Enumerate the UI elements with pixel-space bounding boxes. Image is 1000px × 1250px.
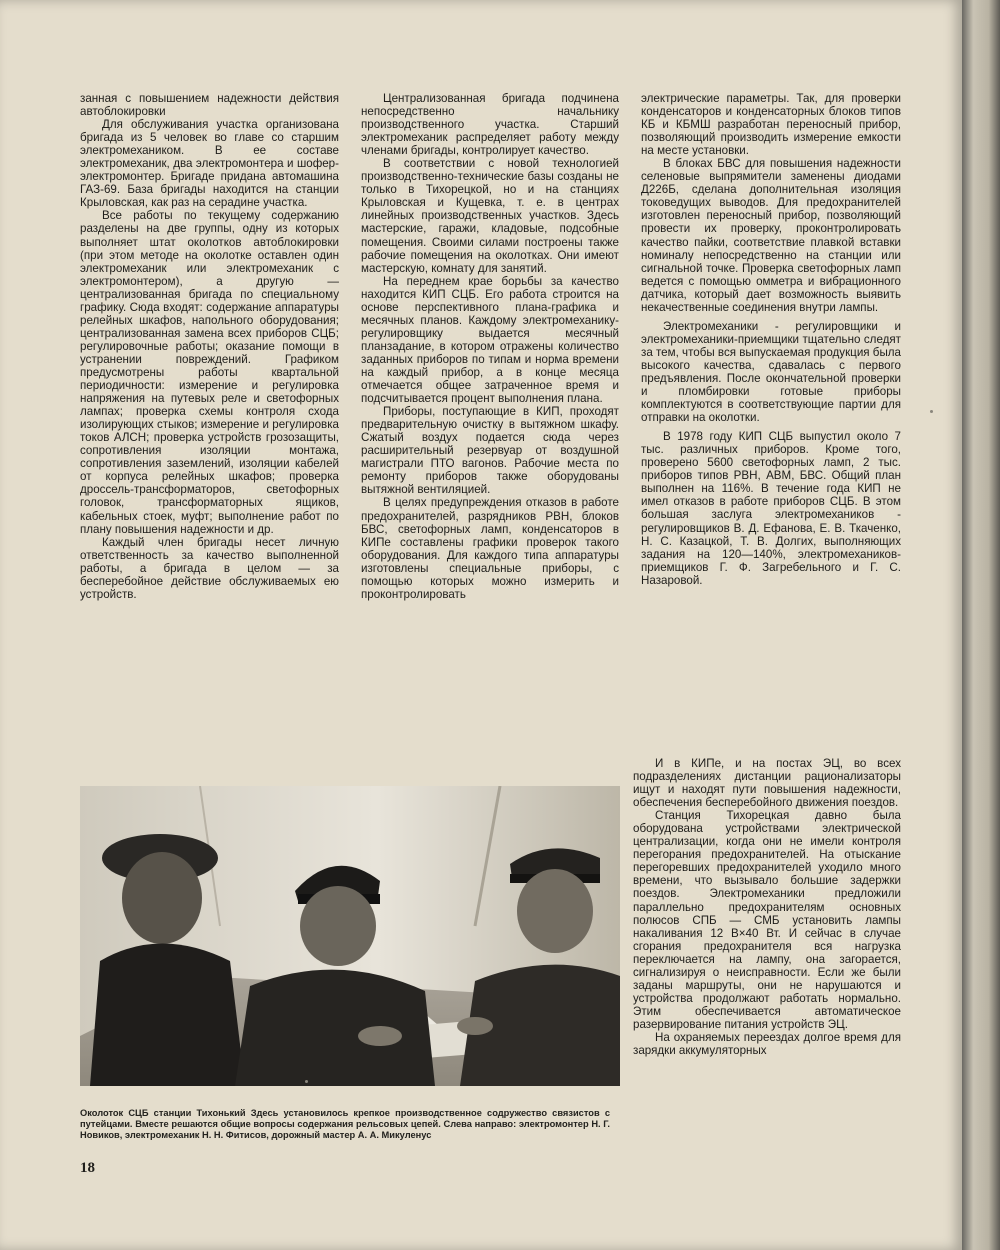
paragraph: Электромеханики - регулировщики и электромеханики-приемщики тщательно следят за тем, чтобы вся выпускаемая продукция была высокого качества, сдавалась с первого предъявления. После окончательной проверки и пломбировки готовые приборы комплектуются в соответствующие партии для отправки на околотки. (641, 319, 901, 425)
page-number: 18 (80, 1160, 95, 1176)
paragraph: В 1978 году КИП СЦБ выпустил около 7 тыс. различных приборов. Кроме того, проверено 5600 светофорных ламп, 2 тыс. приборов типов РВН, АВМ, БВС. Общий план выполнен на 116%. В течение года КИП не имел отказов в работе приборов СЦБ. В этом большая заслуга электромехаников - регулировщиков В. Д. Ефанова, Е. В. Ткаченко, Н. С. Казацкой, Т. В. Долгих, выполняющих задания на 120—140%, электромехаников-приемщиков Г. Ф. Загребельного и Г. С. Назаровой. (641, 430, 901, 587)
text-column-right-bottom (633, 757, 901, 1057)
book-spine-edge (962, 0, 1000, 1250)
photograph (80, 786, 620, 1086)
paragraph: В блоках БВС для повышения надежности селеновые выпрямители заменены диодами Д226Б, сделана дополнительная изоляция токоведущих выводов. Для предохранителей изготовлен переносный прибор, позволяющий провести их проверку, проконтролировать качество пайки, соответствие плавкой вставки номиналу непосредственно на станции или сигнальной точке. Проверка светофорных ламп ведется с помощью омметра и вибрационного датчика, который дает возможность выявить некачественные соединения внутри лампы. (641, 157, 901, 314)
paragraph: Станция Тихорецкая давно была оборудована устройствами электрической централизации, когда они не имели контроля перегорания предохранителей. На отыскание перегоревших предохранителей уходило много времени, что вызывало большие задержки поездов. Электромеханики предложили параллельно предохранителям основных полюсов СПБ — СМБ установить лампы накаливания 12 В×40 Вт. И сейчас в случае сгорания предохранителя вся нагрузка переключается на лампу, она загорается, сигнализируя о неисправности. Если же были заданы маршруты, они не нарушаются и устройства продолжают работать нормально. Этим обеспечивается автоматическое разервирование питания устройств ЭЦ. (633, 809, 901, 1031)
paragraph: И в КИПе, и на постах ЭЦ, во всех подразделениях дистанции рационализаторы ищут и находят пути повышения надежности, обеспечения бесперебойного движения поездов. (633, 757, 901, 810)
paragraph: На охраняемых переездах долгое время для зарядки аккумуляторных (633, 1030, 901, 1058)
photo-three-men-at-table (80, 786, 620, 1086)
paragraph: Приборы, поступающие в КИП, проходят предварительную очистку в вытяжном шкафу. Сжатый воздух подается сюда через расширительный резервуар от воздушной магистрали ПТО вагонов. Рабочие места по ремонту приборов также оборудованы вытяжной вентиляцией. (361, 405, 619, 497)
paragraph: Все работы по текущему содержанию разделены на две группы, одну из которых выполняет штат околотков автоблокировки (при этом методе на околотке оставлен один электромеханик или электромеханик с электромонтером), а другую — централизованная бригада по специальному графику. Сюда входят: содержание аппаратуры релейных шкафов, напольного оборудования; централизованная замена всех приборов СЦБ; регулировочные работы; оказание помощи в устранении повреждений. Графиком предусмотрены работы квартальной периодичности: измерение и регулировка напряжения на путевых реле и светофорных лампах; проверка схемы контроля схода изолирующих стыков; измерение и регулировка токов АЛСН; проверка устройств грозозащиты, сопротивления изоляции монтажа, сопротивления заземлений, изоляции кабелей от корпуса релейных шкафов; проверка дроссель-трансформаторов, светофорных головок, трансформаторных ящиков, кабельных стоек, муфт; выполнение работ по плану повышения надежности и др. (80, 209, 339, 536)
text-column-left (80, 92, 339, 601)
paragraph: занная с повышением надежности действия автоблокировки (80, 92, 339, 119)
paragraph: В целях предупреждения отказов в работе предохранителей, разрядников РВН, блоков БВС, светофорных ламп, конденсаторов в КИПе составлены графики проверок такого оборудования. Для каждого типа аппаратуры изготовлены специальные приборы, с помощью которых можно измерить и проконтролировать (361, 496, 619, 601)
paragraph: В соответствии с новой технологией производственно-технические базы созданы не только в Тихорецкой, но и на станциях Крыловская и Кущевка, т. е. в центрах линейных производственных участков. Здесь мастерские, гаражи, кладовые, подсобные помещения. Своими силами построены также рабочие помещения на околотках. Они имеют мастерскую, комнату для занятий. (361, 157, 619, 275)
text-column-right-top (641, 92, 901, 587)
paper-speck (305, 1080, 308, 1083)
paragraph: Каждый член бригады несет личную ответственность за качество выполненной работы, а бригада в целом — за бесперебойное действие обслуживаемых ею устройств. (80, 535, 339, 601)
photo-caption: Околоток СЦБ станции Тихонький Здесь установилось крепкое производственное содружество связистов с путейцами. Вместе решаются общие вопросы содержания рельсовых цепей. Слева направо: электромонтер Н. Г. Новиков, электромеханик Н. Н. Фитисов, дорожный мастер А. А. Микуленус (80, 1108, 610, 1141)
paper-speck (930, 410, 933, 413)
paragraph: На переднем крае борьбы за качество находится КИП СЦБ. Его работа строится на основе перспективного плана-графика и месячных планов. Каждому электромеханику-регулировщику выдается месячный планзадание, в котором отражены количество заданных приборов по типам и норма времени на каждый прибор, а в конце месяца отмечается общее затраченное время и подсчитывается процент выполнения плана. (361, 274, 619, 406)
text-column-middle (361, 92, 619, 601)
paragraph: Централизованная бригада подчинена непосредственно начальнику производственного участка. Старший электромеханик распределяет работу между членами бригады, контролирует качество. (361, 92, 619, 158)
paragraph: Для обслуживания участка организована бригада из 5 человек во главе со старшим электромехаником. В ее составе электромеханик, два электромонтера и шофер-электромонтер. Бригаде придана автомашина ГАЗ-69. База бригады находится на станции Крыловская, как раз на серадине участка. (80, 118, 339, 210)
paragraph: электрические параметры. Так, для проверки конденсаторов и конденсаторных блоков типов КБ и КБМШ разработан переносный прибор, позволяющий производить измерение емкости на месте установки. (641, 92, 901, 158)
